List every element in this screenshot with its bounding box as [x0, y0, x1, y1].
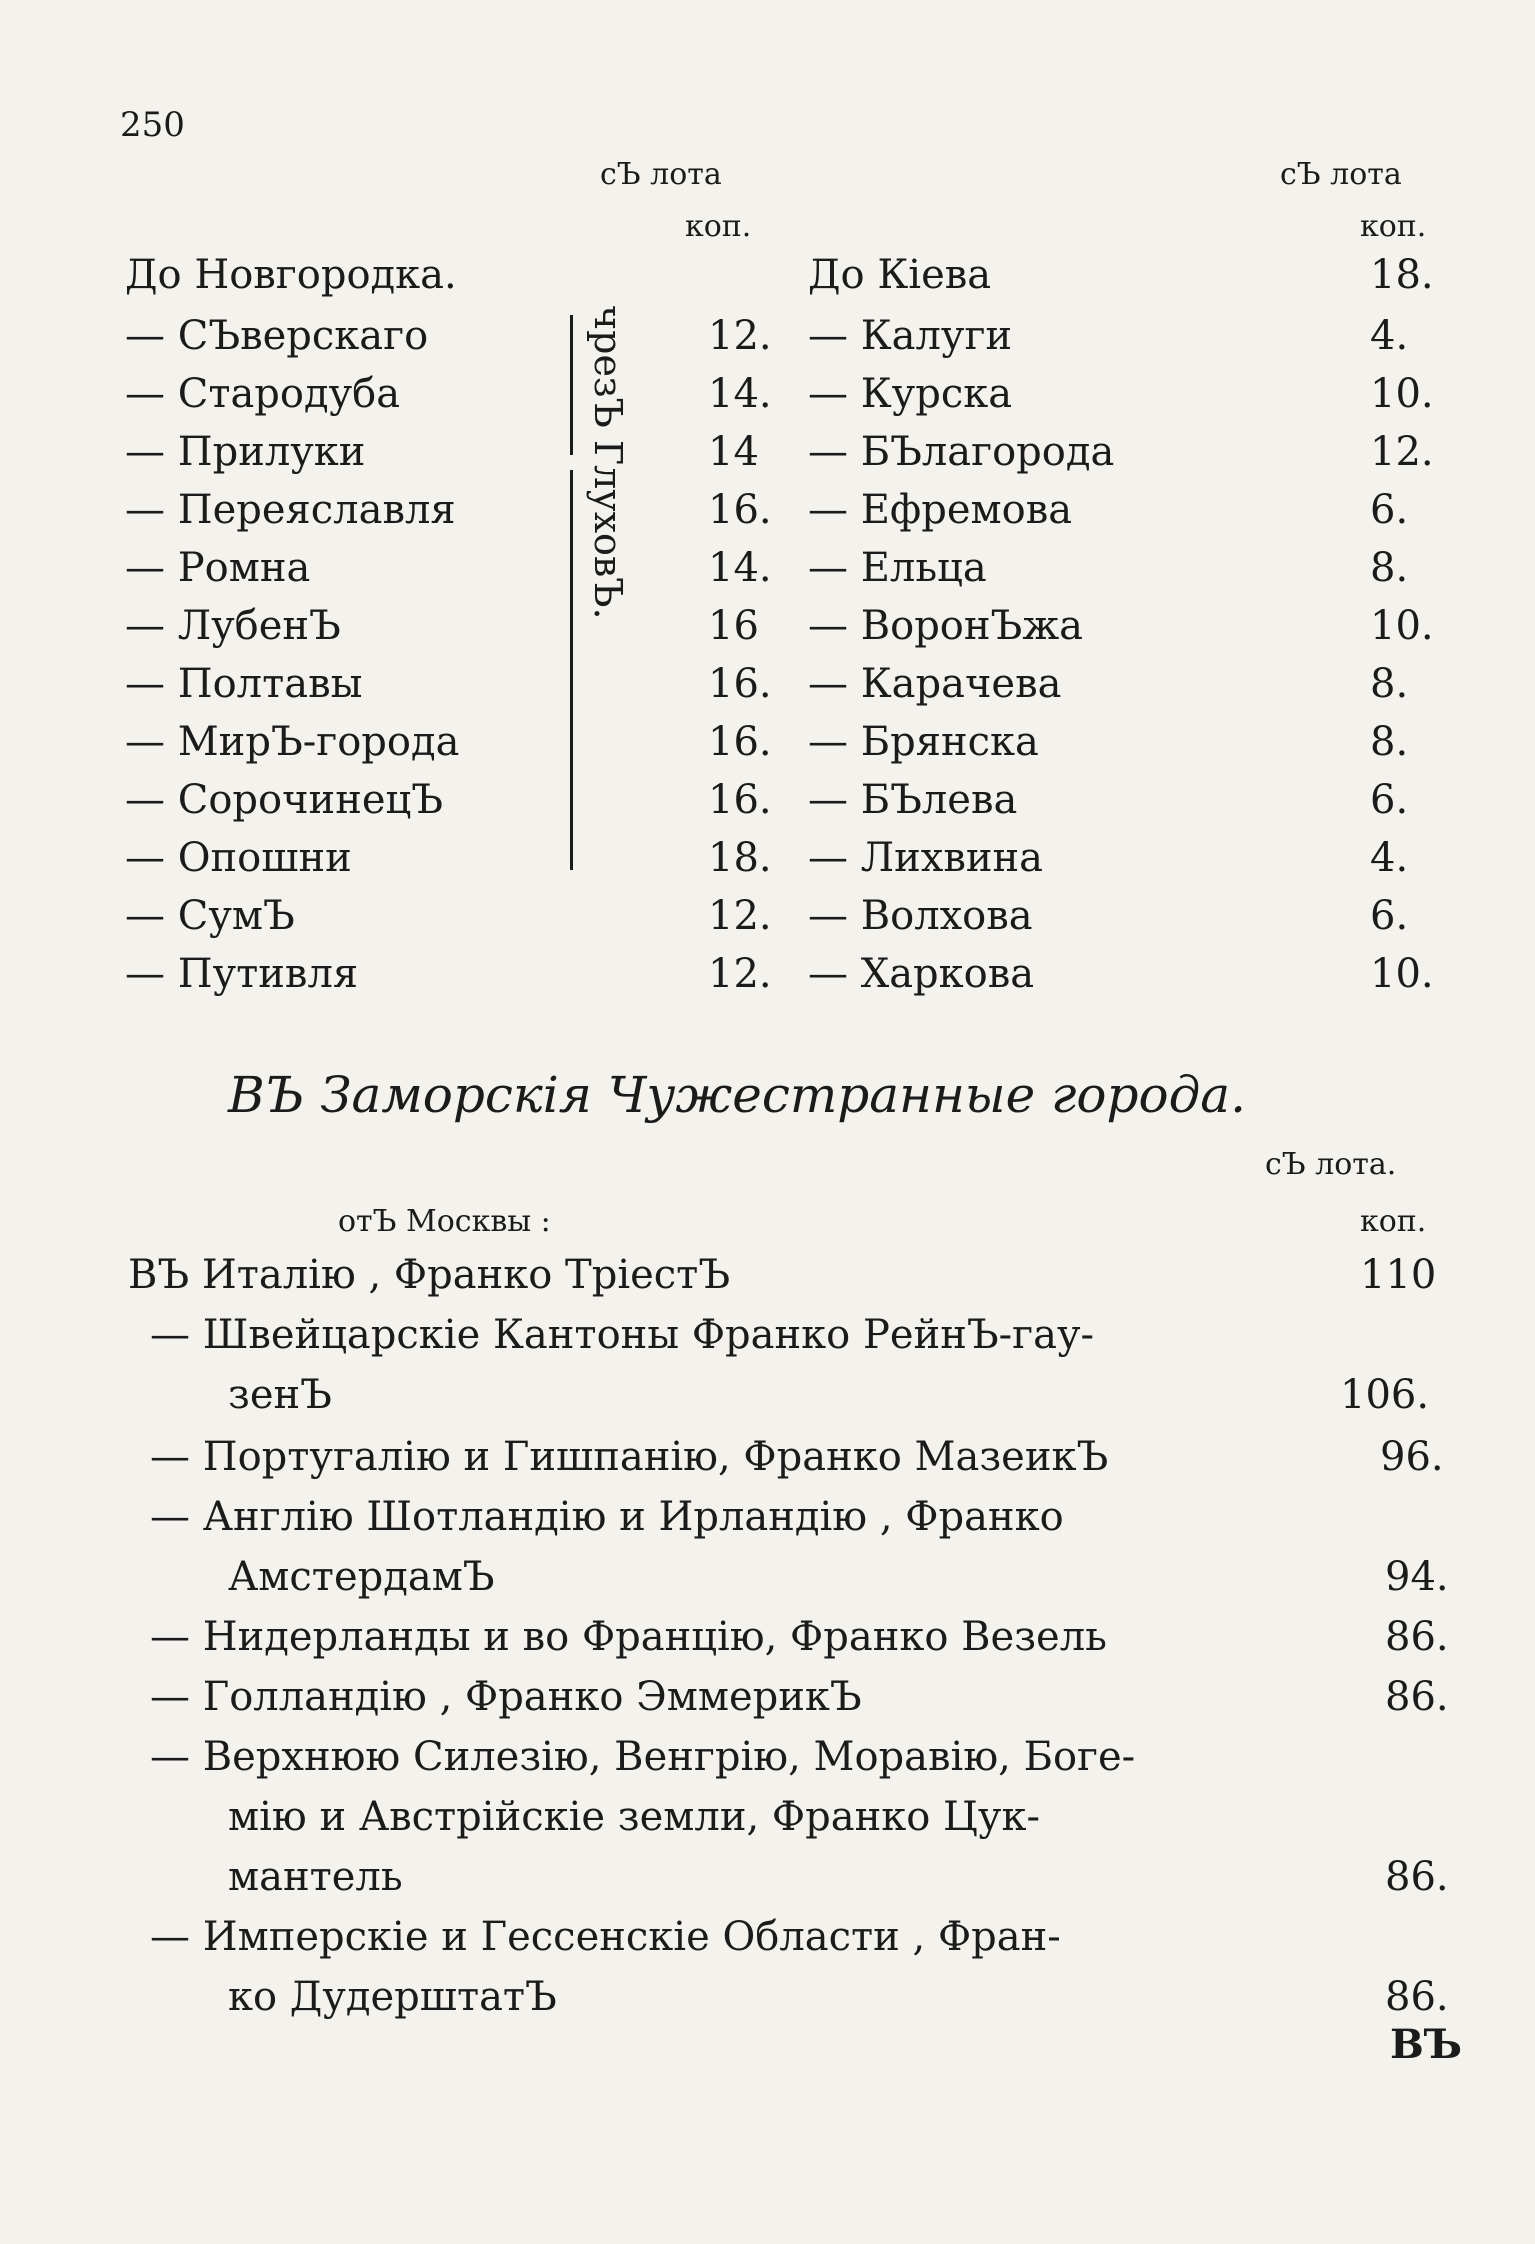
entry-line: АмстердамЪ — [228, 1554, 495, 1600]
entry-price: 94. — [1385, 1554, 1449, 1600]
left-row-destination: — Полтавы — [125, 661, 363, 707]
left-row-price: 12. — [708, 893, 772, 939]
left-row-price: 16 — [708, 603, 759, 649]
page-number: 250 — [120, 105, 185, 145]
section-price-header-unit: сЪ лота. — [1265, 1147, 1397, 1182]
entry-price: 106. — [1340, 1372, 1430, 1418]
left-row-destination: — СумЪ — [125, 893, 295, 939]
right-row-destination: — Карачева — [808, 661, 1062, 707]
entry-line: — Голландiю , Франко ЭммерикЪ — [150, 1674, 862, 1720]
left-row-destination: — Стародуба — [125, 371, 401, 417]
entry-line: ко ДудерштатЪ — [228, 1974, 557, 2020]
left-row-price: 14. — [708, 545, 772, 591]
right-row-price: 4. — [1370, 835, 1409, 881]
left-price-header-currency: коп. — [685, 209, 752, 244]
left-row-price: 14 — [708, 429, 759, 475]
right-price-header-currency: коп. — [1360, 209, 1427, 244]
left-row-destination: — ЛубенЪ — [125, 603, 341, 649]
entry-price: 96. — [1380, 1434, 1444, 1480]
left-row-destination: — СЪверскаго — [125, 313, 429, 359]
left-column-title: До Новгородка. — [125, 252, 457, 298]
left-row-price: 18. — [708, 835, 772, 881]
left-row-price: 16. — [708, 661, 772, 707]
from-label: отЪ Москвы : — [338, 1204, 551, 1239]
left-row-destination: — Опошни — [125, 835, 352, 881]
entry-line: — Верхнюю Силезiю, Венгрiю, Моравiю, Боге- — [150, 1734, 1136, 1780]
left-row-destination: — МирЪ-города — [125, 719, 460, 765]
entry-price: 110 — [1360, 1252, 1437, 1298]
right-row-price: 4. — [1370, 313, 1409, 359]
right-row-destination: — БЪлева — [808, 777, 1018, 823]
right-row-destination: — БЪлагорода — [808, 429, 1115, 475]
right-row-destination: До Кiева — [808, 252, 992, 298]
left-row-price: 16. — [708, 719, 772, 765]
right-row-destination: — Волхова — [808, 893, 1033, 939]
entry-line: — Нидерланды и во Францiю, Франко Везель — [150, 1614, 1107, 1660]
route-via-label: чрезЪ ГлуховЪ. — [586, 305, 630, 620]
entry-line: зенЪ — [228, 1372, 332, 1418]
right-row-price: 8. — [1370, 719, 1409, 765]
right-row-destination: — Курска — [808, 371, 1013, 417]
right-row-price: 12. — [1370, 429, 1434, 475]
route-bracket-top — [570, 315, 573, 455]
left-row-destination: — Переяславля — [125, 487, 456, 533]
entry-line: — Швейцарскiе Кантоны Франко РейнЪ-гау- — [150, 1312, 1095, 1358]
right-row-destination: — Брянска — [808, 719, 1039, 765]
entry-price: 86. — [1385, 1674, 1449, 1720]
entry-line: ВЪ Италiю , Франко ТрiестЪ — [128, 1252, 731, 1298]
right-row-price: 10. — [1370, 951, 1434, 997]
entry-line: — Англiю Шотландiю и Ирландiю , Франко — [150, 1494, 1064, 1540]
entry-price: 86. — [1385, 1614, 1449, 1660]
right-row-destination: — ВоронЪжа — [808, 603, 1083, 649]
section-price-header-currency: коп. — [1360, 1204, 1427, 1239]
entry-line: — Португалiю и Гишпанiю, Франко МазеикЪ — [150, 1434, 1109, 1480]
left-price-header-unit: сЪ лота — [600, 157, 722, 192]
entry-line: мiю и Австрiйскiе земли, Франко Цук- — [228, 1794, 1040, 1840]
right-row-destination: — Калуги — [808, 313, 1013, 359]
left-row-destination: — Путивля — [125, 951, 359, 997]
left-row-price: 16. — [708, 777, 772, 823]
right-row-price: 8. — [1370, 545, 1409, 591]
left-row-destination: — Прилуки — [125, 429, 366, 475]
left-row-price: 16. — [708, 487, 772, 533]
entry-line: — Имперскiе и Гессенскiе Области , Фран- — [150, 1914, 1061, 1960]
left-row-price: 12. — [708, 313, 772, 359]
left-row-destination: — Ромна — [125, 545, 311, 591]
section-title: ВЪ Заморскiя Чужестранные города. — [228, 1066, 1246, 1124]
catchword: ВЪ — [1390, 2021, 1463, 2068]
right-row-destination: — Лихвина — [808, 835, 1043, 881]
right-row-price: 10. — [1370, 603, 1434, 649]
right-row-destination: — Харкова — [808, 951, 1035, 997]
right-row-price: 6. — [1370, 487, 1409, 533]
right-row-price: 6. — [1370, 777, 1409, 823]
left-row-destination: — СорочинецЪ — [125, 777, 444, 823]
right-row-destination: — Ельца — [808, 545, 987, 591]
entry-price: 86. — [1385, 1974, 1449, 2020]
route-bracket-bottom — [570, 470, 573, 870]
right-row-price: 10. — [1370, 371, 1434, 417]
left-row-price: 14. — [708, 371, 772, 417]
left-row-price: 12. — [708, 951, 772, 997]
right-row-price: 8. — [1370, 661, 1409, 707]
entry-line: мантель — [228, 1854, 403, 1900]
entry-price: 86. — [1385, 1854, 1449, 1900]
right-row-price: 18. — [1370, 252, 1434, 298]
right-price-header-unit: сЪ лота — [1280, 157, 1402, 192]
right-row-price: 6. — [1370, 893, 1409, 939]
right-row-destination: — Ефремова — [808, 487, 1073, 533]
